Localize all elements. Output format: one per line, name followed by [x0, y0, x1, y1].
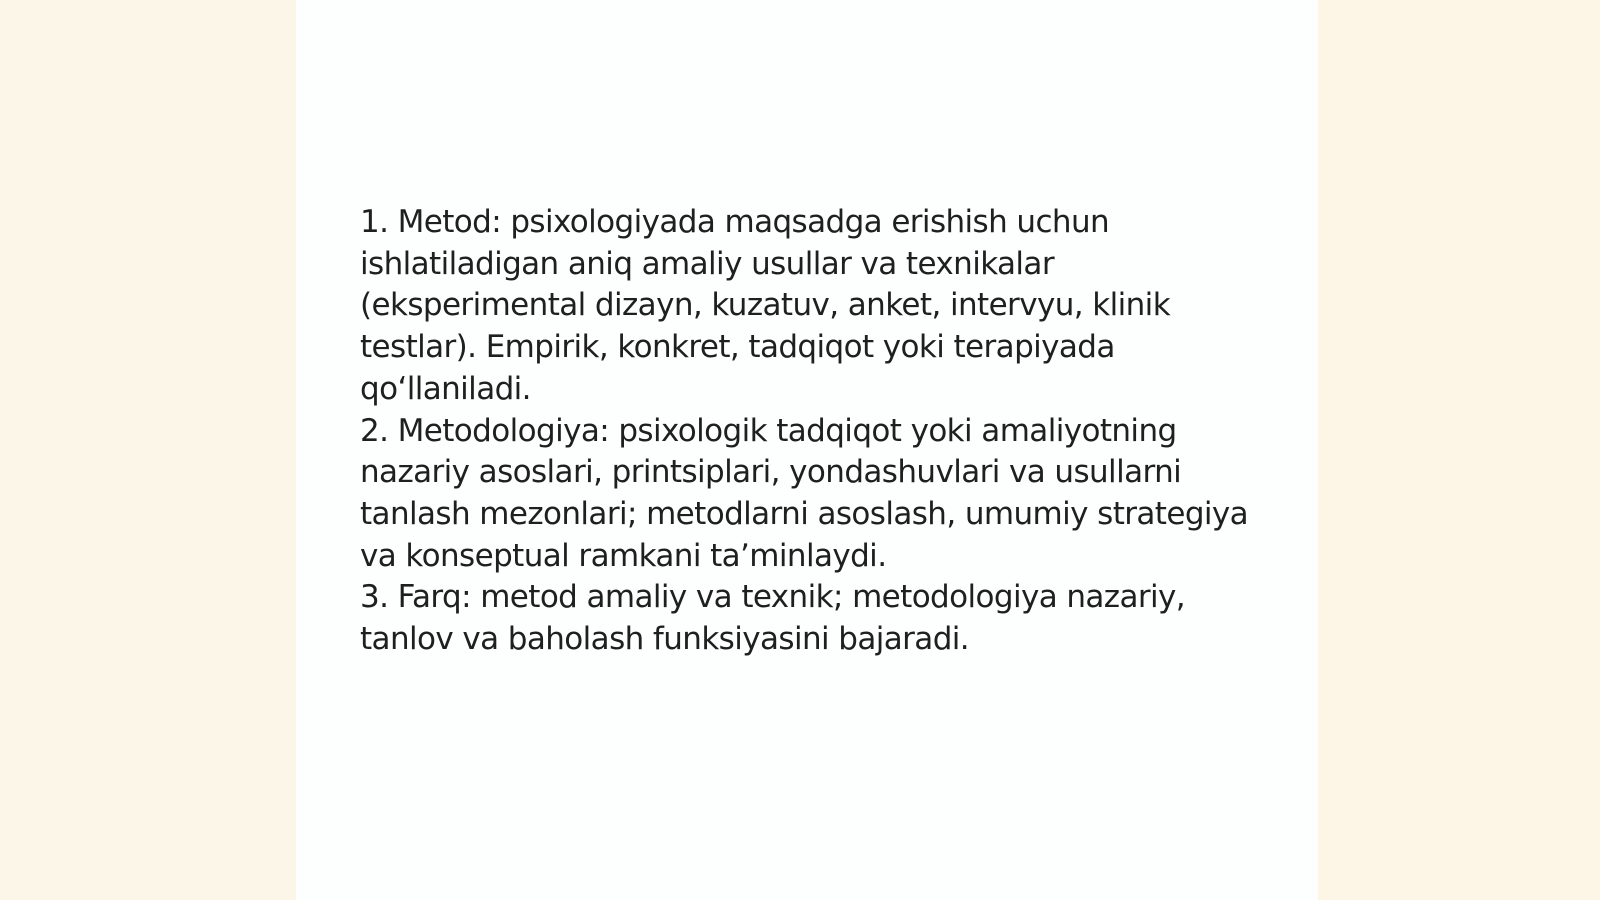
right-margin-panel: [1318, 0, 1600, 900]
left-margin-panel: [0, 0, 296, 900]
list-item-method: 1. Metod: psixologiyada maqsadga erishish uchun ishlatiladigan aniq amaliy usullar va texnikalar (eksperimental dizayn, kuzatuv, anket, intervyu, klinik testlar). Empirik, konkret, tadqiqot yoki terapiyada qo‘llaniladi.: [360, 204, 1171, 407]
slide-canvas: [296, 0, 1318, 900]
list-item-difference: 3. Farq: metod amaliy va texnik; metodologiya nazariy, tanlov va baholash funksiyasini bajaradi.: [360, 579, 1186, 658]
list-item-methodology: 2. Metodologiya: psixologik tadqiqot yoki amaliyotning nazariy asoslari, printsiplari, yondashuvlari va usullarni tanlash mezonlari; metodlarni asoslash, umumiy strategiya va konseptual ramkani ta’minlaydi.: [360, 412, 1249, 574]
slide-text-list: [360, 202, 1260, 661]
